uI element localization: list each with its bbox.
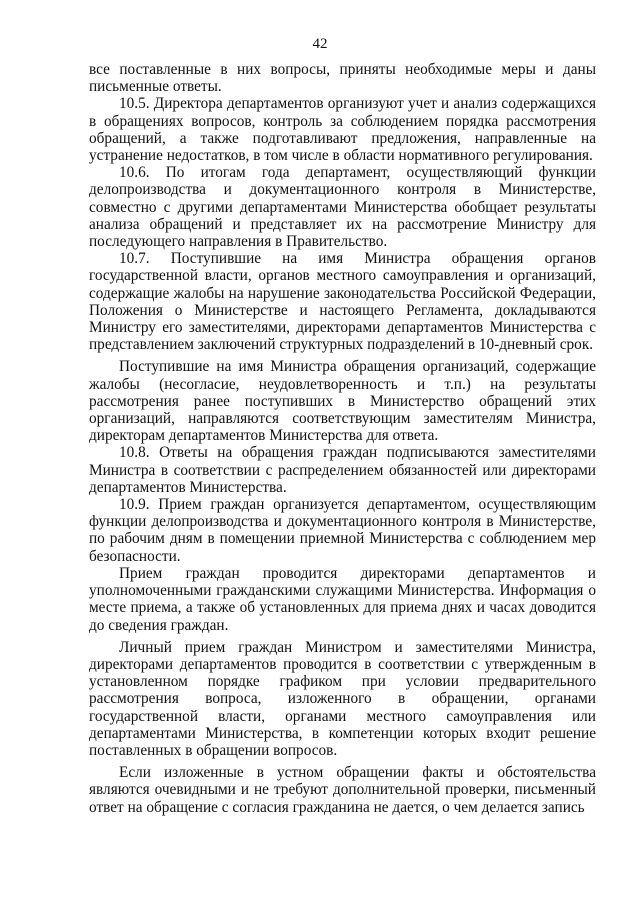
- paragraph-10-6: 10.6. По итогам года департамент, осуществляющий функции делопроизводства и документационного контроля в Министерстве, совместно с другими департаментами Министерства обобщает результаты анализа обращений и представляет их на рассмотрение Министру для последующего направления в Правительство.: [89, 164, 596, 251]
- paragraph-10-8: 10.8. Ответы на обращения граждан подписываются заместителями Министра в соответствии с распределением обязанностей или директорами департаментов Министерства.: [89, 444, 596, 496]
- paragraph-oral-appeal: Если изложенные в устном обращении факты и обстоятельства являются очевидными и не требуют дополнительной проверки, письменный ответ на обращение с согласия гражданина не дается, о чем делается запись: [89, 764, 596, 816]
- paragraph-10-7: 10.7. Поступившие на имя Министра обращения органов государственной власти, органов местного самоуправления и организаций, содержащие жалобы на нарушение законодательства Российской Федерации, Положения о Министерстве и настоящего Регламента, докладываются Министру его заместителями, директорами департаментов Министерства с представлением заключений структурных подразделений в 10-дневный срок.: [89, 250, 596, 354]
- paragraph-reception-info: Прием граждан проводится директорами департаментов и уполномоченными гражданскими служащими Министерства. Информация о месте приема, а также об установленных для приема днях и часах доводится до сведения граждан.: [89, 564, 596, 634]
- paragraph-10-9: 10.9. Прием граждан организуется департаментом, осуществляющим функции делопроизводства и документационного контроля в Министерстве, по рабочим дням в помещении приемной Министерства с соблюдением мер безопасности.: [89, 496, 596, 565]
- page-number: 42: [312, 36, 328, 52]
- paragraph-continuation: все поставленные в них вопросы, приняты необходимые меры и даны письменные ответы.: [89, 61, 596, 96]
- paragraph-personal-reception: Личный прием граждан Министром и заместителями Министра, директорами департаментов проводится в соответствии с утвержденным в установленном порядке графиком при условии предварительного рассмотрения вопроса, изложенного в обращении, органами государственной власти, органами местного самоуправления или департаментами Министерства, в компетенции которых входит решение поставленных в обращении вопросов.: [89, 638, 596, 759]
- paragraph-10-5: 10.5. Директора департаментов организуют учет и анализ содержащихся в обращениях вопросов, контроль за соблюдением порядка рассмотрения обращений, а также подготавливают предложения, направленные на устранение недостатков, в том числе в области нормативного регулирования.: [89, 95, 596, 165]
- document-body: [89, 61, 596, 816]
- paragraph-10-7-organizations: Поступившие на имя Министра обращения организаций, содержащие жалобы (несогласие, неудовлетворенность и т.п.) на результаты рассмотрения ранее поступивших в Министерство обращений этих организаций, направляются соответствующим заместителям Министра, директорам департаментов Министерства для ответа.: [89, 358, 596, 445]
